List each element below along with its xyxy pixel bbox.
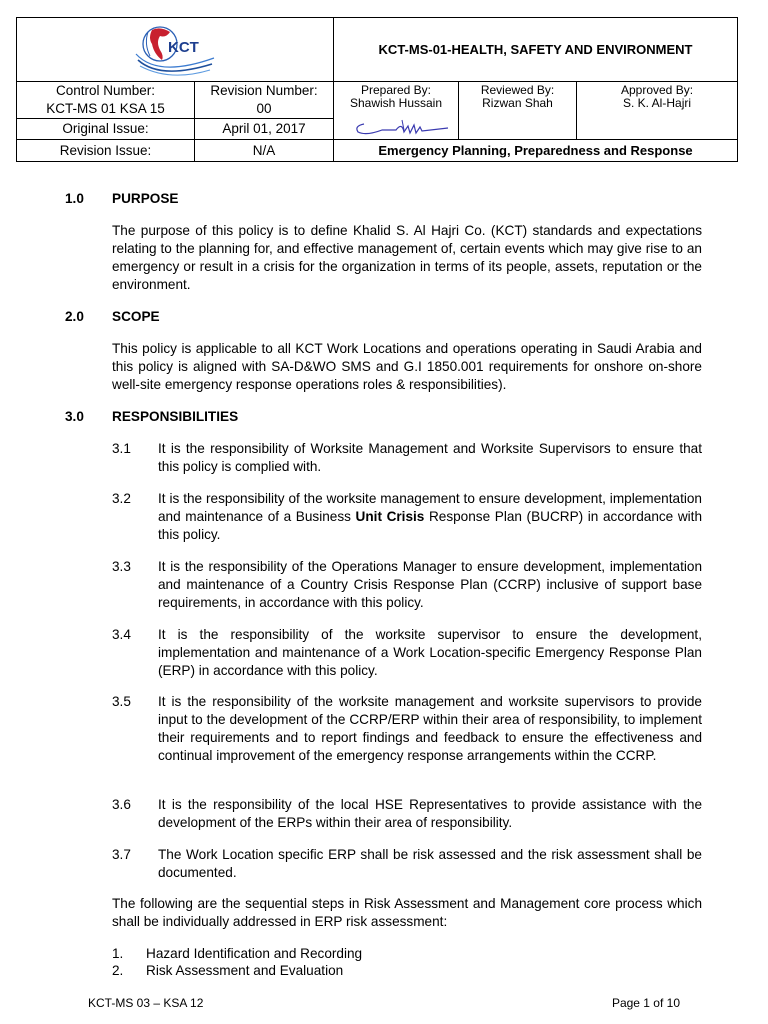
scope-paragraph: This policy is applicable to all KCT Work Locations and operations operating in Saudi Arabia and this policy is aligned with SA-D&WO SMS and G.I 1850.001 requirements for onshore on-shore well-site emergency response operations roles & responsibilities). bbox=[112, 341, 702, 392]
kct-logo bbox=[130, 20, 220, 80]
section-number: 2.0 bbox=[65, 309, 84, 324]
item-text: It is the responsibility of the Operations Manager to ensure development, implementation and maintenance of a Country Crisis Response Plan (CCRP) inclusive of support base requirements, in accordance with this policy. bbox=[158, 559, 702, 610]
document-title: KCT-MS-01-HEALTH, SAFETY AND ENVIRONMENT bbox=[334, 18, 738, 82]
section-title: RESPONSIBILITIES bbox=[112, 409, 239, 424]
step-list-item bbox=[112, 962, 343, 980]
item-number: 3.7 bbox=[112, 847, 131, 862]
step-number: 1. bbox=[112, 946, 124, 961]
logo-cell bbox=[17, 18, 334, 82]
purpose-paragraph: The purpose of this policy is to define Khalid S. Al Hajri Co. (KCT) standards and expectations relating to the planning for, and effective management of, certain events which may give rise to an emergency or result in a crisis for the organization in terms of its people, assets, reputation or the environment. bbox=[112, 223, 702, 292]
section-heading-scope bbox=[65, 308, 160, 326]
revision-number-cell bbox=[195, 82, 334, 119]
step-list-item bbox=[112, 945, 362, 963]
reviewed-by-value: Rizwan Shah bbox=[482, 96, 553, 110]
revision-number-value: 00 bbox=[256, 101, 272, 116]
item-text: It is the responsibility of the local HSE Representatives to provide assistance with the development of the ERPs within their area of responsibility. bbox=[158, 797, 702, 830]
approved-by-label: Approved By: bbox=[620, 83, 694, 97]
item-number: 3.2 bbox=[112, 491, 131, 506]
section-heading-responsibilities bbox=[65, 408, 238, 426]
footer-page-number: Page 1 of 10 bbox=[611, 996, 680, 1010]
item-text: It is the responsibility of the worksite supervisor to ensure the development, implementation and maintenance of a Work Location-specific Emergency Response Plan (ERP) in accordance with this policy. bbox=[158, 627, 702, 678]
section-number: 3.0 bbox=[65, 409, 84, 424]
prepared-by-value: Shawish Hussain bbox=[349, 96, 443, 110]
item-number: 3.4 bbox=[112, 627, 131, 642]
reviewed-by-label: Reviewed By: bbox=[480, 83, 555, 97]
item-number: 3.5 bbox=[112, 694, 131, 709]
steps-intro-paragraph: The following are the sequential steps in Risk Assessment and Management core process which shall be individually addressed in ERP risk assessment: bbox=[112, 896, 702, 929]
document-header-table bbox=[16, 17, 738, 162]
footer-document-code: KCT-MS 03 – KSA 12 bbox=[88, 996, 204, 1010]
item-number: 3.6 bbox=[112, 797, 131, 812]
signature bbox=[352, 116, 452, 138]
prepared-by-label: Prepared By: bbox=[360, 83, 432, 97]
section-number: 1.0 bbox=[65, 191, 84, 206]
control-number-cell bbox=[17, 82, 195, 119]
prepared-by-cell bbox=[334, 82, 459, 140]
item-text: It is the responsibility of the worksite management and worksite supervisors to provide input to the development of the CCRP/ERP within their area of responsibility, to implement their requirements and to report findings and feedback to ensure the effectiveness and continual improvement of the emergency response arrangements within the CCRP. bbox=[158, 694, 702, 763]
section-title: PURPOSE bbox=[112, 191, 179, 206]
approved-by-cell bbox=[577, 82, 738, 140]
step-number: 2. bbox=[112, 963, 124, 978]
revision-issue-label: Revision Issue: bbox=[17, 140, 195, 162]
original-issue-value: April 01, 2017 bbox=[195, 119, 334, 140]
step-text: Hazard Identification and Recording bbox=[146, 946, 363, 961]
item-text: It is the responsibility of Worksite Management and Worksite Supervisors to ensure that this policy is complied with. bbox=[158, 441, 702, 474]
document-subject: Emergency Planning, Preparedness and Response bbox=[334, 140, 738, 162]
item-text: It is the responsibility of the worksite management to ensure development, implementation and maintenance of a Business Unit Crisis Response Plan (BUCRP) in accordance with this policy. bbox=[158, 491, 703, 542]
step-text: Risk Assessment and Evaluation bbox=[146, 963, 344, 978]
item-number: 3.3 bbox=[112, 559, 131, 574]
approved-by-value: S. K. Al-Hajri bbox=[623, 96, 692, 110]
section-title: SCOPE bbox=[112, 309, 160, 324]
revision-number-label: Revision Number: bbox=[210, 83, 318, 98]
item-number: 3.1 bbox=[112, 441, 131, 456]
original-issue-label: Original Issue: bbox=[17, 119, 195, 140]
svg-text:KCT: KCT bbox=[168, 38, 199, 56]
item-text: The Work Location specific ERP shall be risk assessed and the risk assessment shall be documented. bbox=[158, 847, 702, 880]
reviewed-by-cell bbox=[459, 82, 577, 140]
bold-term: Unit Crisis bbox=[355, 509, 425, 524]
control-number-label: Control Number: bbox=[55, 83, 156, 98]
section-heading-purpose bbox=[65, 190, 178, 208]
revision-issue-value: N/A bbox=[195, 140, 334, 162]
control-number-value: KCT-MS 01 KSA 15 bbox=[46, 101, 165, 116]
